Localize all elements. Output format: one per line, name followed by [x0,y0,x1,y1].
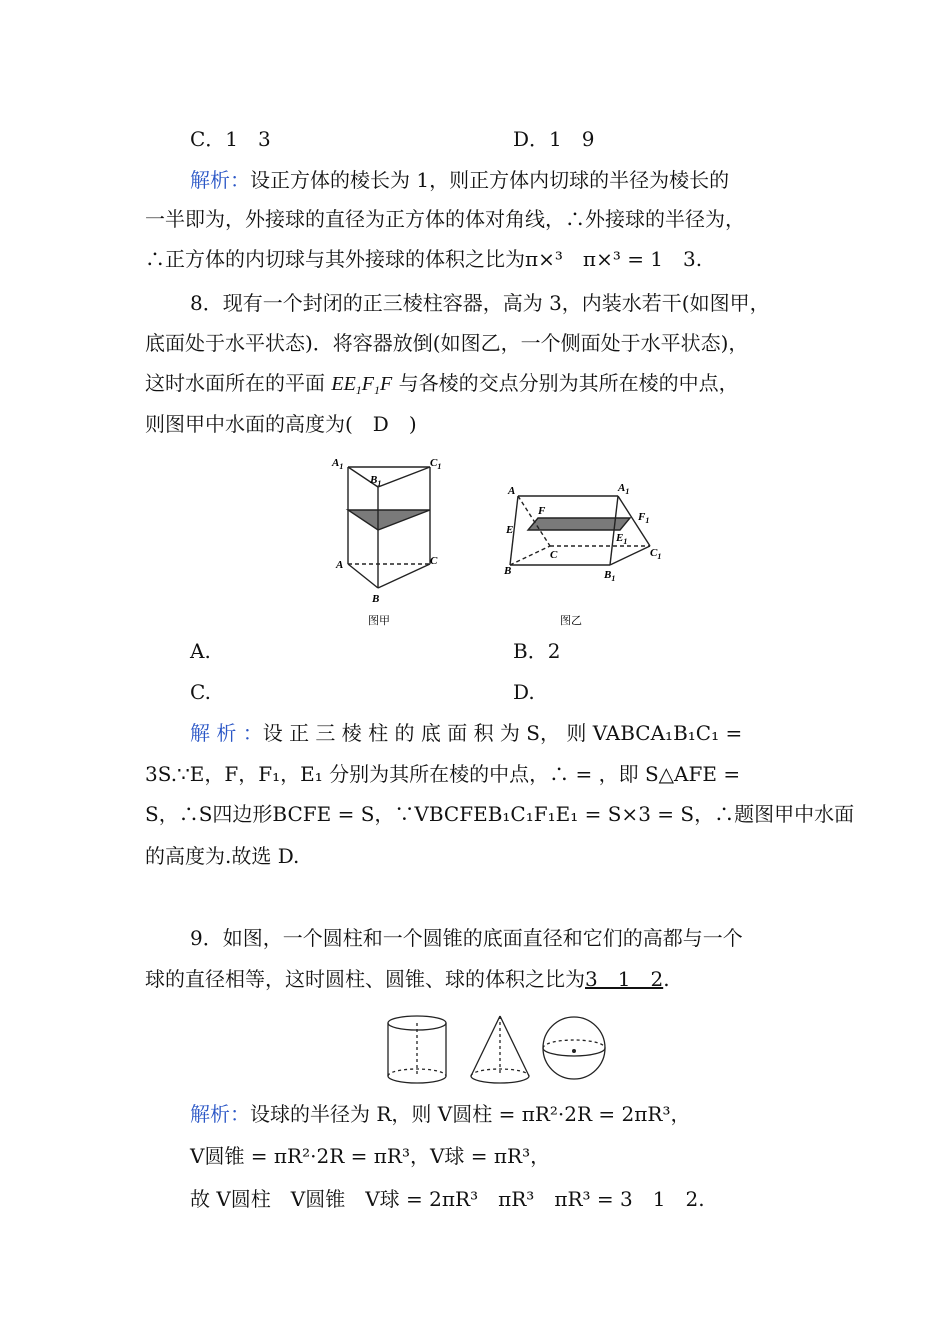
q7-option-c: C．1 3 [190,127,271,151]
q8-stem-line-3 [145,370,739,403]
jia-label-c: C [430,555,438,567]
yi-label-b: B [504,565,512,577]
jia-label-a1: $A_1$ [332,457,344,471]
q7-solution-text-1: 设正方体的棱长为 1，则正方体内切球的半径为棱长的 [250,168,730,192]
q7-solution-line-3: ∴正方体的内切球与其外接球的体积之比为π×³ π×³ = 1 3. [145,247,703,271]
q7-solution-line-1 [190,167,729,193]
q9-solution-line-3: 故 V圆柱 V圆锥 V球 = 2πR³ πR³ πR³ = 3 1 2. [190,1187,705,1211]
q8-figure-yi [500,478,675,630]
q9-stem-2a: 球的直径相等，这时圆柱、圆锥、球的体积之比为 [145,967,585,991]
yi-label-b1: $B_1$ [604,569,616,583]
q8-option-d: D. [513,680,535,704]
q8-stem-3b: 与各棱的交点分别为其所在棱的中点， [392,371,739,395]
q7-solution-label: 解析： [190,168,250,192]
yi-label-f1: $F_1$ [638,511,650,525]
q8-solution-line-4: 的高度为.故选 D. [145,844,300,868]
yi-label-a: A [508,485,516,497]
q8-option-b: B．2 [513,639,561,663]
q9-solution-label: 解析： [190,1102,250,1126]
q8-option-c: C. [190,680,211,704]
jia-label-b: B [372,593,380,605]
q9-answer: 3 1 2 [585,967,664,991]
yi-label-a1: $A_1$ [618,482,630,496]
q8-solution-label: 解 析 ： [190,721,263,745]
q8-solution-line-3: S，∴S四边形BCFE = S，∵VBCFEB₁C₁F₁E₁ = S×3 = S，∴题图甲中水面 [145,802,855,826]
yi-label-e: E [506,524,514,536]
q8-option-a: A. [190,639,211,663]
jia-label-b1: $B_1$ [370,474,382,488]
q7-option-d: D．1 9 [513,127,595,151]
yi-label-f: F [538,505,546,517]
q8-solution-line-2: 3S.∵E，F，F₁，E₁ 分别为其所在棱的中点，∴ = ，即 S△AFE = [145,762,741,786]
cone-shape [471,1016,529,1083]
q8-figure-jia [330,452,450,632]
jia-label-c1: $C_1$ [430,457,442,471]
q9-stem-line-2 [145,966,670,992]
q8-stem-line-1: 8．现有一个封闭的正三棱柱容器，高为 3，内装水若干(如图甲， [190,291,770,315]
yi-label-c: C [550,549,558,561]
q8-solution-line-1 [190,720,742,746]
yi-caption: 图乙 [560,615,582,627]
jia-label-a: A [336,559,344,571]
sphere-center-dot [572,1049,576,1053]
yi-label-e1: $E_1$ [616,532,628,546]
q9-solution-text-1: 设球的半径为 R，则 V圆柱 = πR²·2R = 2πR³， [250,1102,691,1126]
sphere-shape [543,1017,605,1079]
jia-caption: 图甲 [368,615,390,627]
cylinder-shape [388,1016,446,1083]
q8-plane-name: $EE_1F_1F$ [331,373,393,397]
q9-stem-line-1: 9．如图，一个圆柱和一个圆锥的底面直径和它们的高都与一个 [190,926,743,950]
jia-water-surface [348,510,430,530]
q9-stem-2b: . [663,967,670,991]
q8-stem-line-4: 则图甲中水面的高度为( D ) [145,412,417,436]
q8-solution-text-1: 设 正 三 棱 柱 的 底 面 积 为 S， 则 VABCA₁B₁C₁ = [262,721,743,745]
q9-solution-line-2: V圆锥 = πR²·2R = πR³，V球 = πR³， [190,1144,551,1168]
q8-stem-line-2: 底面处于水平状态)．将容器放倒(如图乙，一个侧面处于水平状态)， [145,331,749,355]
yi-label-c1: $C_1$ [650,547,662,561]
q9-solids-figure [383,1010,613,1090]
q8-stem-3a: 这时水面所在的平面 [145,371,332,395]
q7-solution-line-2: 一半即为，外接球的直径为正方体的体对角线，∴外接球的半径为， [145,207,745,231]
q9-solution-line-1 [190,1101,690,1127]
